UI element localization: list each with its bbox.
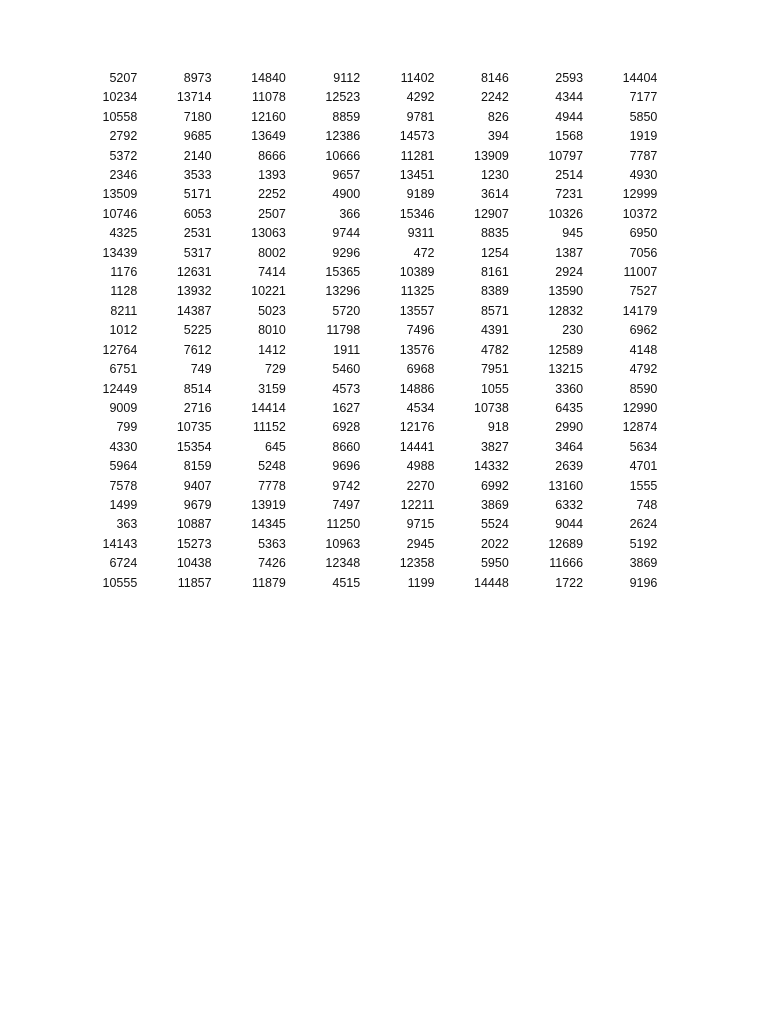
table-cell: 12999	[622, 187, 658, 202]
table-cell: 7778	[258, 478, 286, 493]
table-cell: 9657	[332, 168, 361, 183]
table-cell: 2639	[555, 459, 584, 474]
table-cell: 13919	[251, 497, 286, 512]
table-cell: 1555	[629, 478, 658, 493]
table-cell: 5192	[629, 536, 658, 551]
table-cell: 2346	[109, 168, 138, 183]
table-cell: 1012	[109, 323, 138, 338]
table-cell: 5248	[258, 459, 286, 474]
table-cell: 1919	[629, 129, 658, 144]
table-cell: 7426	[258, 556, 286, 571]
table-cell: 8161	[480, 265, 509, 280]
table-cell: 12386	[325, 129, 361, 144]
table-cell: 11798	[326, 323, 361, 338]
number-table	[63, 69, 657, 593]
table-cell: 7527	[629, 284, 658, 299]
table-cell: 826	[487, 109, 509, 124]
table-cell: 14886	[399, 381, 435, 396]
table-cell: 9311	[407, 226, 435, 241]
table-cell: 12449	[102, 381, 138, 396]
table-cell: 9744	[332, 226, 361, 241]
table-cell: 8859	[332, 109, 361, 124]
table-cell: 1911	[333, 342, 361, 357]
table-cell: 8835	[480, 226, 509, 241]
table-cell: 2242	[480, 90, 509, 105]
table-cell: 14143	[102, 536, 138, 551]
table-cell: 2624	[629, 517, 658, 532]
table-cell: 11281	[400, 148, 435, 163]
table-cell: 945	[562, 226, 584, 241]
table-row	[63, 321, 657, 340]
table-cell: 14332	[474, 459, 509, 474]
table-cell: 729	[265, 362, 286, 377]
table-cell: 8666	[258, 148, 286, 163]
table-row	[63, 108, 657, 127]
table-cell: 12764	[102, 342, 138, 357]
table-cell: 5950	[480, 556, 509, 571]
table-cell: 12589	[548, 342, 584, 357]
table-row	[63, 302, 657, 321]
table-cell: 2507	[258, 206, 286, 221]
table-cell: 13509	[102, 187, 138, 202]
table-cell: 4344	[555, 90, 584, 105]
table-cell: 5524	[480, 517, 509, 532]
table-cell: 5363	[258, 536, 286, 551]
table-cell: 4292	[406, 90, 435, 105]
table-row	[63, 380, 657, 399]
table-cell: 13063	[251, 226, 286, 241]
table-cell: 4325	[109, 226, 138, 241]
table-cell: 4534	[406, 400, 435, 415]
table-cell: 2945	[406, 536, 435, 551]
table-cell: 13296	[325, 284, 361, 299]
table-cell: 15365	[325, 265, 361, 280]
table-cell: 13215	[548, 362, 584, 377]
table-row	[63, 282, 657, 301]
table-cell: 14573	[399, 129, 435, 144]
table-cell: 5634	[629, 439, 658, 454]
table-cell: 2924	[555, 265, 584, 280]
table-row	[63, 88, 657, 107]
table-cell: 10326	[548, 206, 584, 221]
table-cell: 9696	[332, 459, 361, 474]
table-cell: 6962	[629, 323, 658, 338]
table-cell: 1722	[555, 575, 584, 590]
table-row	[63, 69, 657, 88]
table-row	[63, 147, 657, 166]
table-cell: 9296	[332, 245, 361, 260]
table-cell: 12907	[474, 206, 509, 221]
table-cell: 10666	[325, 148, 361, 163]
table-cell: 11857	[177, 575, 212, 590]
table-cell: 1230	[480, 168, 509, 183]
table-cell: 5317	[183, 245, 212, 260]
table-cell: 7612	[183, 342, 212, 357]
table-cell: 11879	[252, 575, 286, 590]
table-cell: 8389	[480, 284, 509, 299]
table-cell: 8146	[480, 71, 509, 85]
table-row	[63, 554, 657, 573]
table-cell: 10887	[176, 517, 212, 532]
table-cell: 5171	[183, 187, 212, 202]
table-cell: 7180	[183, 109, 212, 124]
table-cell: 5460	[332, 362, 361, 377]
table-cell: 1176	[110, 265, 138, 280]
table-cell: 14448	[474, 575, 509, 590]
table-cell: 15354	[176, 439, 212, 454]
table-row	[63, 341, 657, 360]
table-row	[63, 263, 657, 282]
table-cell: 2022	[480, 536, 509, 551]
table-cell: 8514	[183, 381, 212, 396]
table-cell: 2270	[406, 478, 435, 493]
table-cell: 8590	[629, 381, 658, 396]
table-cell: 14345	[251, 517, 286, 532]
table-cell: 9781	[406, 109, 435, 124]
table-cell: 5225	[183, 323, 212, 338]
table-cell: 645	[265, 439, 286, 454]
table-cell: 13576	[399, 342, 435, 357]
table-cell: 5720	[332, 303, 361, 318]
table-cell: 7056	[629, 245, 658, 260]
table-cell: 10372	[622, 206, 658, 221]
table-cell: 3159	[258, 381, 286, 396]
table-row	[63, 166, 657, 185]
table-cell: 2531	[183, 226, 212, 241]
table-cell: 13451	[399, 168, 435, 183]
table-cell: 8010	[258, 323, 286, 338]
table-cell: 9112	[333, 71, 361, 85]
table-cell: 1393	[258, 168, 286, 183]
table-cell: 5850	[629, 109, 658, 124]
table-cell: 14414	[251, 400, 286, 415]
table-cell: 6928	[332, 420, 361, 435]
table-cell: 363	[116, 517, 138, 532]
table-cell: 15346	[399, 206, 435, 221]
table-cell: 12160	[251, 109, 286, 124]
table-cell: 11007	[623, 265, 658, 280]
table-cell: 9407	[183, 478, 212, 493]
table-cell: 15273	[176, 536, 212, 551]
table-cell: 12211	[400, 497, 435, 512]
table-cell: 9044	[555, 517, 584, 532]
table-cell: 14404	[622, 71, 658, 85]
table-cell: 11666	[549, 556, 584, 571]
table-cell: 3614	[480, 187, 509, 202]
table-row	[63, 515, 657, 534]
table-cell: 7951	[480, 362, 509, 377]
table-cell: 1412	[258, 342, 286, 357]
table-cell: 1387	[555, 245, 584, 260]
table-row	[63, 127, 657, 146]
number-table-body	[63, 69, 657, 593]
table-cell: 10234	[102, 90, 138, 105]
table-cell: 6950	[629, 226, 658, 241]
table-cell: 2716	[183, 400, 212, 415]
table-cell: 4330	[109, 439, 138, 454]
table-cell: 8973	[183, 71, 212, 85]
table-cell: 3464	[555, 439, 584, 454]
table-cell: 230	[562, 323, 584, 338]
table-cell: 799	[116, 420, 138, 435]
table-cell: 5023	[258, 303, 286, 318]
table-row	[63, 535, 657, 554]
table-cell: 366	[339, 206, 361, 221]
table-cell: 394	[487, 129, 509, 144]
table-cell: 13714	[176, 90, 212, 105]
table-cell: 10963	[325, 536, 361, 551]
table-cell: 4988	[406, 459, 435, 474]
table-cell: 6724	[109, 556, 138, 571]
table-row	[63, 399, 657, 418]
table-cell: 14441	[399, 439, 435, 454]
table-cell: 14840	[251, 71, 286, 85]
table-cell: 748	[636, 497, 658, 512]
table-cell: 1128	[110, 284, 138, 299]
table-cell: 749	[190, 362, 212, 377]
table-cell: 12874	[622, 420, 658, 435]
table-cell: 1199	[407, 575, 435, 590]
table-cell: 8159	[183, 459, 212, 474]
table-cell: 8002	[258, 245, 286, 260]
table-cell: 4944	[555, 109, 584, 124]
table-cell: 4573	[332, 381, 361, 396]
table-cell: 4391	[480, 323, 509, 338]
table-cell: 8571	[480, 303, 509, 318]
table-cell: 472	[413, 245, 435, 260]
table-cell: 7231	[555, 187, 584, 202]
table-row	[63, 477, 657, 496]
table-cell: 13557	[399, 303, 435, 318]
table-cell: 11325	[400, 284, 435, 299]
table-cell: 2252	[258, 187, 286, 202]
table-cell: 4900	[332, 187, 361, 202]
table-cell: 5372	[109, 148, 138, 163]
table-cell: 7787	[629, 148, 658, 163]
table-cell: 6435	[555, 400, 584, 415]
table-cell: 12990	[622, 400, 658, 415]
table-cell: 4148	[629, 342, 658, 357]
table-cell: 12176	[399, 420, 435, 435]
table-cell: 3869	[629, 556, 658, 571]
table-cell: 3533	[183, 168, 212, 183]
table-cell: 2593	[555, 71, 584, 85]
table-row	[63, 418, 657, 437]
table-cell: 13160	[548, 478, 584, 493]
table-cell: 13932	[176, 284, 212, 299]
table-cell: 7414	[258, 265, 286, 280]
table-cell: 14179	[622, 303, 658, 318]
table-cell: 7578	[109, 478, 138, 493]
table-cell: 10438	[176, 556, 212, 571]
table-cell: 13439	[102, 245, 138, 260]
table-row	[63, 574, 657, 593]
table-cell: 11250	[326, 517, 361, 532]
table-cell: 9685	[183, 129, 212, 144]
table-cell: 3869	[480, 497, 509, 512]
table-cell: 11152	[252, 420, 286, 435]
table-cell: 10735	[176, 420, 212, 435]
table-cell: 7496	[406, 323, 435, 338]
table-cell: 12523	[325, 90, 361, 105]
table-cell: 2990	[555, 420, 584, 435]
table-cell: 1627	[332, 400, 361, 415]
table-row	[63, 224, 657, 243]
table-cell: 13590	[548, 284, 584, 299]
table-cell: 14387	[176, 303, 212, 318]
table-cell: 9679	[183, 497, 212, 512]
table-cell: 5964	[109, 459, 138, 474]
table-cell: 6053	[183, 206, 212, 221]
table-cell: 10221	[251, 284, 286, 299]
table-cell: 10558	[102, 109, 138, 124]
table-cell: 4930	[629, 168, 658, 183]
table-cell: 13909	[474, 148, 509, 163]
table-cell: 4515	[332, 575, 361, 590]
table-cell: 11402	[400, 71, 435, 85]
table-cell: 12358	[399, 556, 435, 571]
table-cell: 4782	[480, 342, 509, 357]
table-cell: 11078	[252, 90, 286, 105]
table-cell: 1499	[109, 497, 138, 512]
table-cell: 5207	[109, 71, 138, 85]
table-cell: 2792	[109, 129, 138, 144]
table-cell: 918	[487, 420, 509, 435]
table-cell: 9742	[332, 478, 361, 493]
table-cell: 1055	[480, 381, 509, 396]
table-cell: 13649	[251, 129, 286, 144]
table-cell: 10746	[102, 206, 138, 221]
table-cell: 8211	[110, 303, 138, 318]
table-cell: 12832	[548, 303, 584, 318]
table-cell: 9196	[629, 575, 658, 590]
table-row	[63, 457, 657, 476]
table-cell: 12689	[548, 536, 584, 551]
table-cell: 2514	[555, 168, 584, 183]
table-cell: 3827	[480, 439, 509, 454]
table-cell: 6751	[109, 362, 138, 377]
table-row	[63, 185, 657, 204]
table-cell: 9189	[406, 187, 435, 202]
table-cell: 7177	[629, 90, 658, 105]
table-cell: 8660	[332, 439, 361, 454]
table-row	[63, 205, 657, 224]
table-cell: 6992	[480, 478, 509, 493]
table-cell: 6968	[406, 362, 435, 377]
table-cell: 10389	[399, 265, 435, 280]
table-row	[63, 244, 657, 263]
table-cell: 12631	[176, 265, 212, 280]
table-cell: 4792	[629, 362, 658, 377]
table-cell: 10738	[474, 400, 509, 415]
table-cell: 3360	[555, 381, 584, 396]
table-row	[63, 496, 657, 515]
table-cell: 6332	[555, 497, 584, 512]
table-cell: 1568	[555, 129, 584, 144]
table-cell: 4701	[629, 459, 658, 474]
table-cell: 7497	[332, 497, 361, 512]
table-cell: 9009	[109, 400, 138, 415]
table-cell: 10555	[102, 575, 138, 590]
table-cell: 10797	[548, 148, 584, 163]
table-cell: 9715	[406, 517, 435, 532]
table-cell: 1254	[480, 245, 509, 260]
table-row	[63, 360, 657, 379]
table-cell: 2140	[183, 148, 212, 163]
table-cell: 12348	[325, 556, 361, 571]
table-row	[63, 438, 657, 457]
